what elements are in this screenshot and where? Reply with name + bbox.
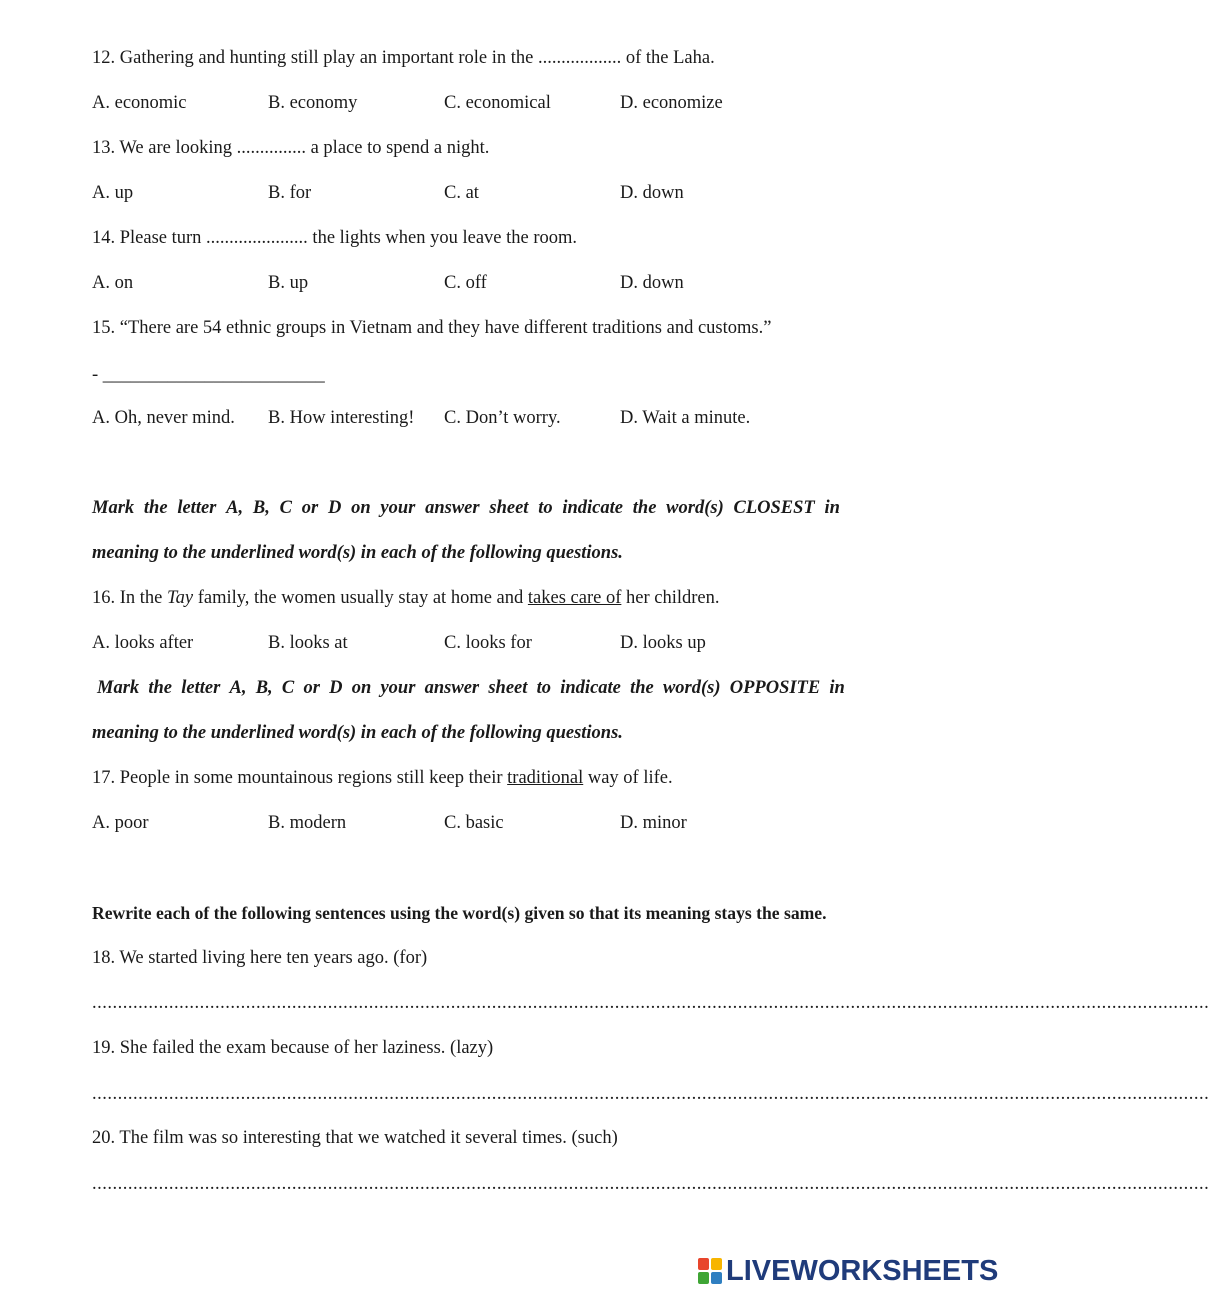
instruction-word: letter: [177, 498, 217, 518]
instruction-word: or: [303, 678, 320, 698]
option-d[interactable]: D. economize: [620, 93, 723, 113]
instruction-word: sheet: [489, 498, 529, 518]
question-13-text: 13. We are looking ............... a place to spend a night.: [92, 138, 490, 158]
instruction-opposite-line2: meaning to the underlined word(s) in each of the following questions.: [92, 723, 623, 743]
instruction-rewrite: Rewrite each of the following sentences using the word(s) given so that its meaning stays the same.: [92, 903, 827, 923]
instruction-word: B,: [255, 678, 273, 698]
instruction-word: in: [829, 678, 845, 698]
logo-block-blue: [711, 1272, 722, 1284]
instruction-word: D: [327, 498, 342, 518]
logo-block-yellow: [711, 1258, 722, 1270]
option-b[interactable]: B. modern: [268, 813, 347, 833]
instruction-word: C: [281, 678, 295, 698]
option-d[interactable]: D. down: [620, 273, 684, 293]
question-15-options: [92, 407, 892, 429]
instruction-word: A,: [229, 678, 247, 698]
instruction-word: Mark: [97, 678, 140, 698]
instruction-closest-line1: [92, 497, 840, 519]
question-16-options: [92, 632, 892, 654]
question-15-reply-blank[interactable]: - ________________________: [92, 365, 325, 385]
instruction-word: the: [143, 498, 168, 518]
instruction-closest-line2: meaning to the underlined word(s) in each of the following questions.: [92, 543, 623, 563]
question-17-text: [92, 767, 673, 789]
liveworksheets-logo: [698, 1256, 998, 1286]
instruction-word: answer: [425, 498, 480, 518]
instruction-word: the: [148, 678, 173, 698]
liveworksheets-blocks-icon: [698, 1258, 722, 1284]
option-b[interactable]: B. looks at: [268, 633, 348, 653]
q16-before: 16. In the: [92, 588, 168, 608]
instruction-word: word(s): [662, 678, 721, 698]
instruction-word: answer: [424, 678, 480, 698]
option-a[interactable]: A. Oh, never mind.: [92, 408, 235, 428]
question-18-text: 18. We started living here ten years ago. (for): [92, 948, 428, 968]
instruction-word: to: [538, 498, 553, 518]
q16-after: her children.: [621, 588, 720, 608]
question-19-text: 19. She failed the exam because of her laziness. (lazy): [92, 1038, 494, 1058]
instruction-word: C: [279, 498, 292, 518]
option-b[interactable]: B. How interesting!: [268, 408, 415, 428]
question-17-options: [92, 812, 892, 834]
question-20-text: 20. The film was so interesting that we watched it several times. (such): [92, 1128, 618, 1148]
option-a[interactable]: A. on: [92, 273, 134, 293]
option-a[interactable]: A. looks after: [92, 633, 194, 653]
instruction-word: CLOSEST: [733, 498, 815, 518]
instruction-word: indicate: [562, 498, 623, 518]
option-b[interactable]: B. up: [268, 273, 309, 293]
question-14-text: 14. Please turn ...................... the lights when you leave the room.: [92, 228, 578, 248]
instruction-word: to: [536, 678, 552, 698]
question-16-text: [92, 587, 719, 609]
q17-underlined-word: traditional: [507, 768, 584, 788]
instruction-word: or: [301, 498, 319, 518]
option-a[interactable]: A. poor: [92, 813, 149, 833]
instruction-word: your: [380, 678, 416, 698]
option-a[interactable]: A. up: [92, 183, 134, 203]
instruction-word: the: [630, 678, 654, 698]
question-12-options: [92, 92, 892, 114]
option-d[interactable]: D. down: [620, 183, 684, 203]
option-b[interactable]: B. for: [268, 183, 312, 203]
option-c[interactable]: C. looks for: [444, 633, 532, 653]
instruction-word: OPPOSITE: [729, 678, 821, 698]
answer-line-18[interactable]: ..........................................................................................................................................................................................................................: [92, 993, 1209, 1013]
option-c[interactable]: C. off: [444, 273, 487, 293]
option-d[interactable]: D. Wait a minute.: [620, 408, 751, 428]
q16-italic-word: Tay: [167, 588, 194, 608]
option-c[interactable]: C. basic: [444, 813, 504, 833]
instruction-word: the: [632, 498, 657, 518]
option-b[interactable]: B. economy: [268, 93, 358, 113]
instruction-word: word(s): [666, 498, 724, 518]
instruction-word: your: [380, 498, 416, 518]
answer-line-20[interactable]: ..........................................................................................................................................................................................................................: [92, 1174, 1209, 1194]
question-14-options: [92, 272, 892, 294]
option-d[interactable]: D. minor: [620, 813, 687, 833]
instruction-word: A,: [226, 498, 244, 518]
answer-line-19[interactable]: ..........................................................................................................................................................................................................................: [92, 1084, 1209, 1104]
instruction-word: in: [824, 498, 840, 518]
option-c[interactable]: C. economical: [444, 93, 551, 113]
instruction-opposite-line1: [97, 677, 845, 699]
question-13-options: [92, 182, 892, 204]
liveworksheets-logo-text: LIVEWORKSHEETS: [726, 1254, 999, 1287]
q16-middle: family, the women usually stay at home and: [193, 588, 528, 608]
option-a[interactable]: A. economic: [92, 93, 187, 113]
instruction-word: B,: [252, 498, 270, 518]
instruction-word: on: [351, 498, 371, 518]
instruction-word: sheet: [488, 678, 528, 698]
logo-block-green: [698, 1272, 709, 1284]
q17-before: 17. People in some mountainous regions still keep their: [92, 768, 508, 788]
option-c[interactable]: C. at: [444, 183, 479, 203]
option-c[interactable]: C. Don’t worry.: [444, 408, 561, 428]
instruction-word: on: [351, 678, 372, 698]
q17-after: way of life.: [583, 768, 673, 788]
q16-underlined-phrase: takes care of: [527, 588, 622, 608]
instruction-word: indicate: [560, 678, 621, 698]
logo-block-red: [698, 1258, 709, 1270]
question-15-text: 15. “There are 54 ethnic groups in Vietnam and they have different traditions and customs.”: [92, 318, 772, 338]
instruction-word: D: [329, 678, 343, 698]
option-d[interactable]: D. looks up: [620, 633, 706, 653]
question-12-text: 12. Gathering and hunting still play an important role in the .................. of the Laha.: [92, 48, 715, 68]
instruction-word: Mark: [92, 498, 135, 518]
instruction-word: letter: [181, 678, 221, 698]
